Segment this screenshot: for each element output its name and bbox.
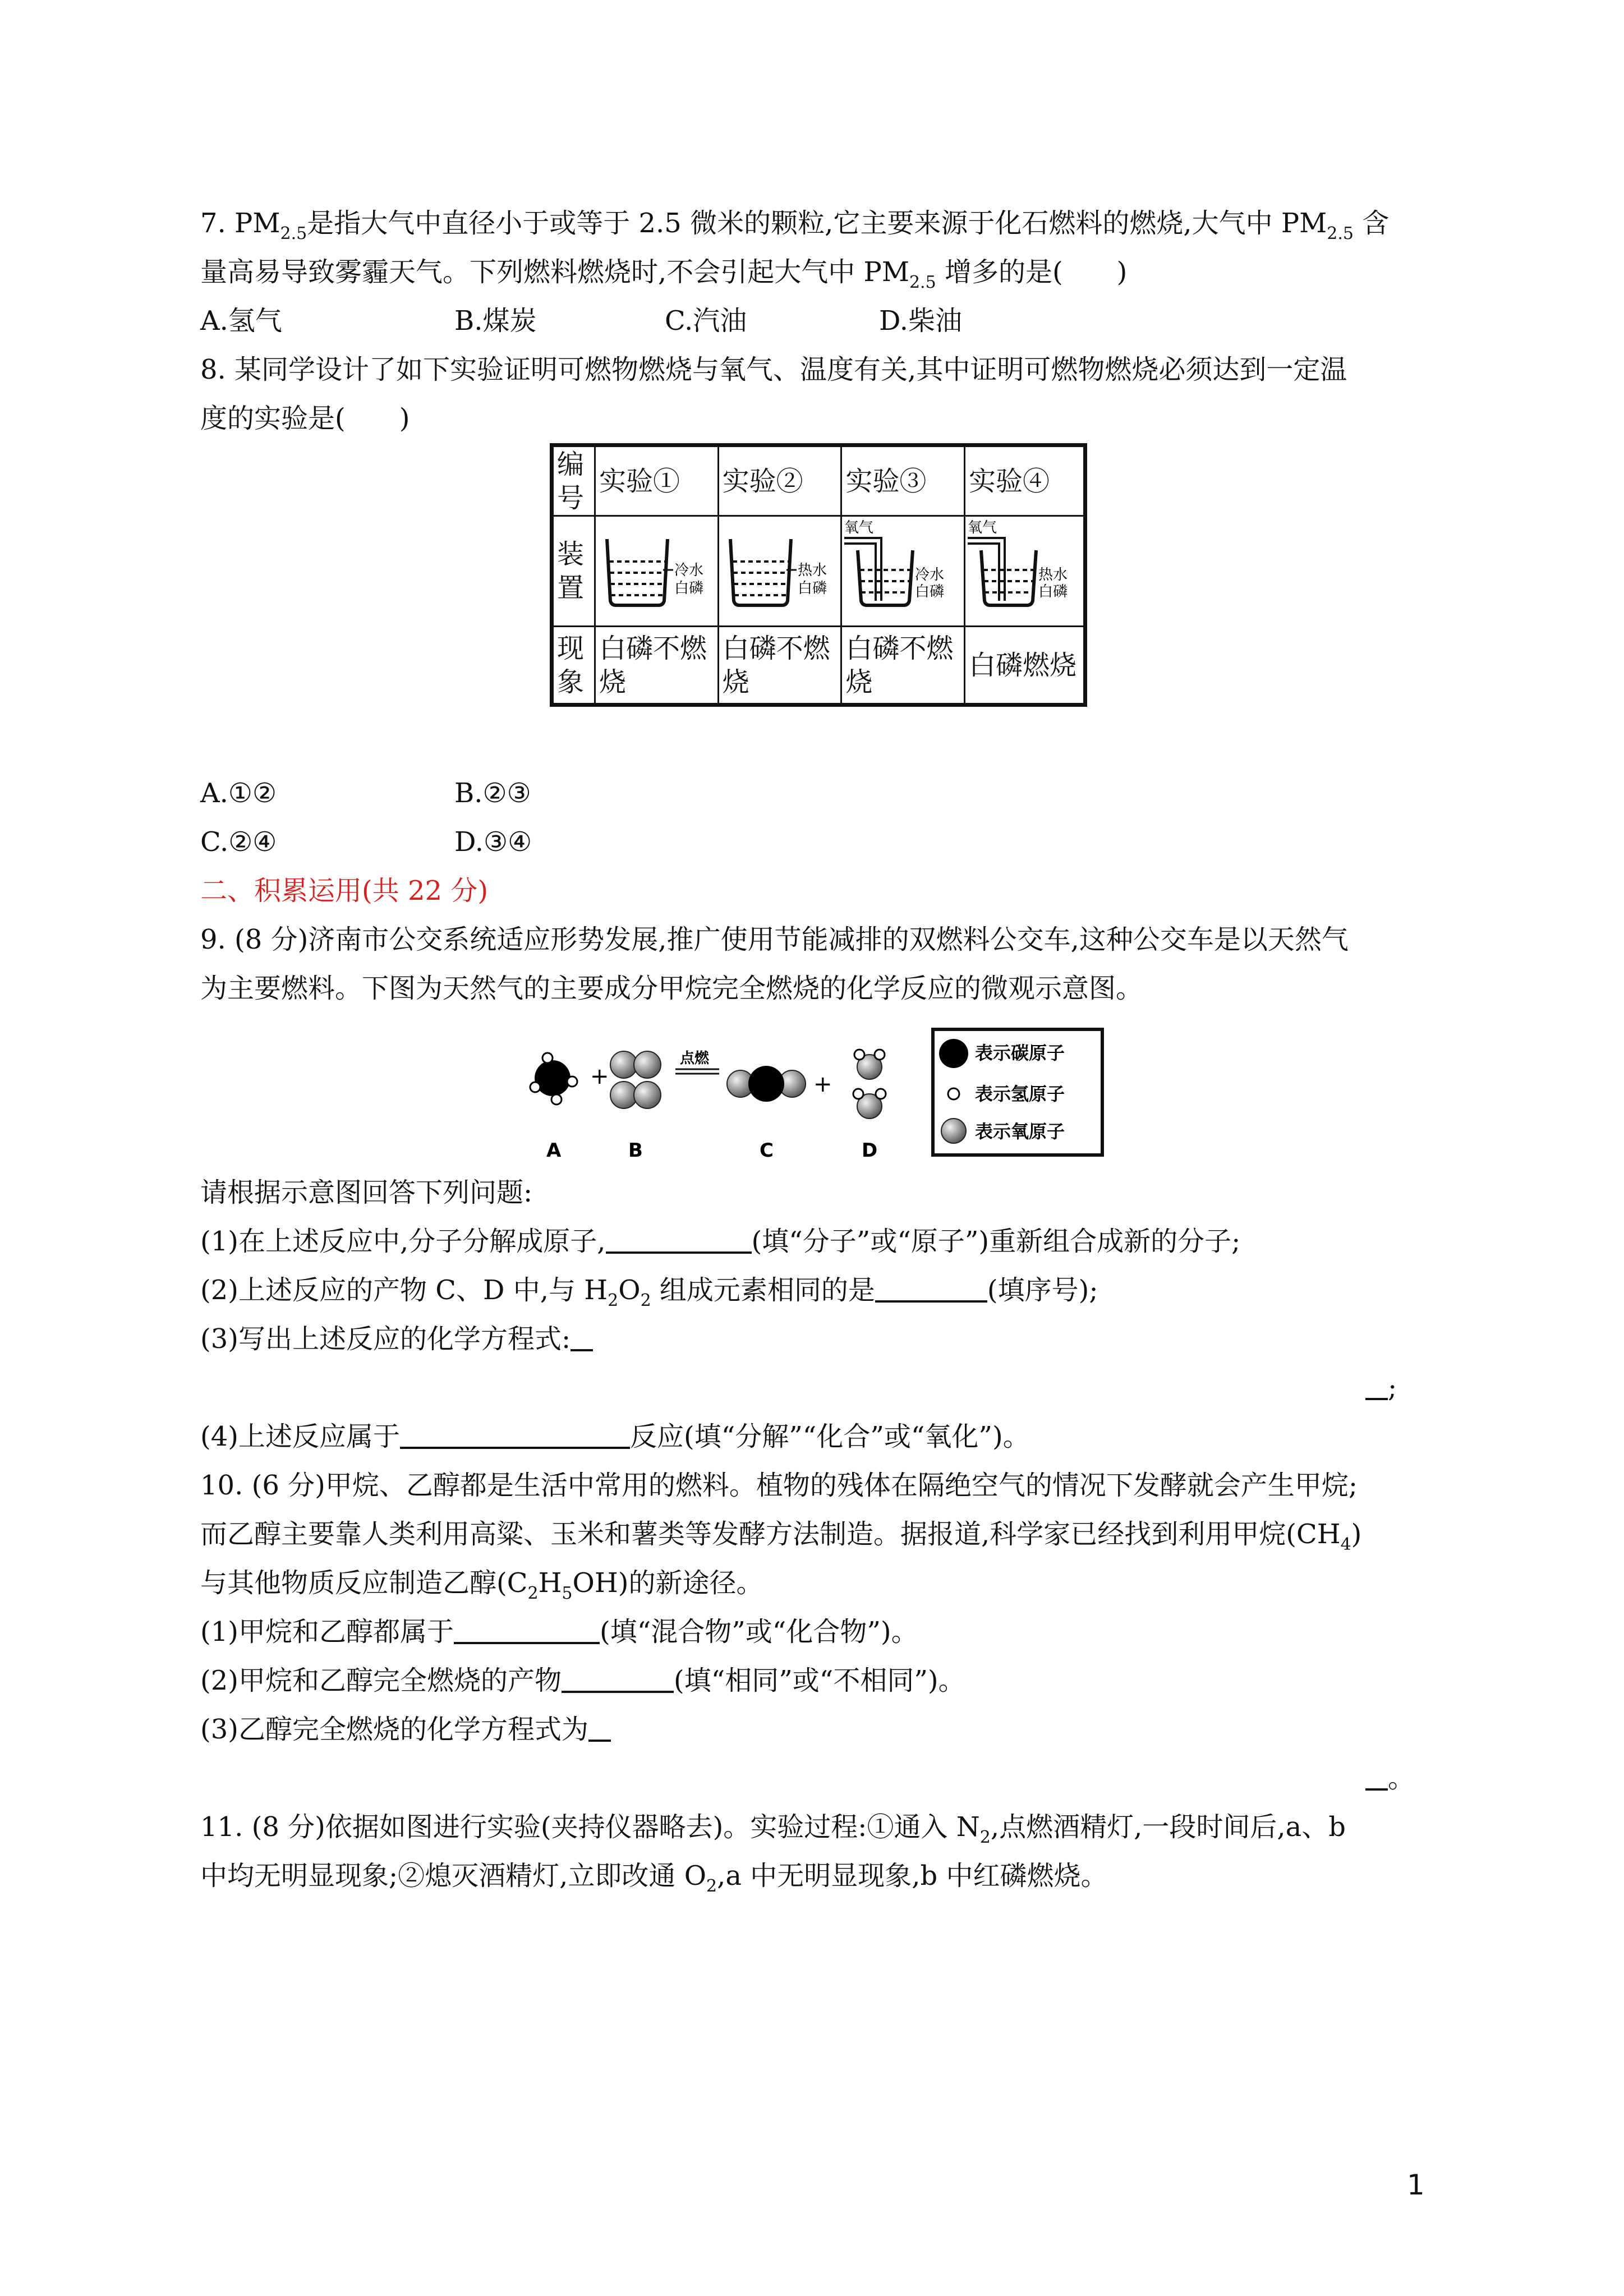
q7-option-a: A.氢气	[200, 305, 282, 337]
phenom-2: 白磷不燃烧	[718, 627, 841, 705]
q10-blank-1[interactable]	[454, 1616, 600, 1644]
q10-part1: (1)甲烷和乙醇都属于 (填“混合物”或“化合物”)。	[200, 1616, 918, 1648]
q8-option-b: B.②③	[454, 777, 531, 809]
q9-blank-4[interactable]	[400, 1421, 630, 1449]
q9-blank-3a[interactable]	[571, 1323, 593, 1351]
device-label: 装置	[552, 516, 595, 627]
device-1	[595, 516, 719, 627]
phenom-4: 白磷燃烧	[964, 627, 1085, 705]
legend-carbon: 表示碳原子	[975, 1042, 1065, 1064]
q7-option-b: B.煤炭	[454, 305, 537, 337]
oxygen-atom-icon	[941, 1119, 966, 1143]
q9-blank-2[interactable]	[875, 1274, 987, 1303]
plus-sign-2: +	[813, 1071, 832, 1097]
table-col-4: 实验④	[964, 445, 1085, 516]
q9-line1: 9. (8 分)济南市公交系统适应形势发展,推广使用节能减排的双燃料公交车,这种公交车是以天然气	[200, 924, 1349, 955]
svg-text:白磷: 白磷	[797, 580, 827, 597]
q10-line3: 与其他物质反应制造乙醇$(C_2H_5OH)$的新途径。	[200, 1567, 763, 1603]
q10-line2: 而乙醇主要靠人类利用高粱、玉米和薯类等发酵方法制造。据报道,科学家已经找到利用甲烷$(CH_4)$	[200, 1519, 1362, 1554]
q9-line2: 为主要燃料。下图为天然气的主要成分甲烷完全燃烧的化学反应的微观示意图。	[200, 973, 1143, 1004]
device-4	[964, 516, 1085, 627]
q8-line2: 度的实验是( )	[200, 403, 410, 434]
q10-blank-2[interactable]	[562, 1665, 674, 1693]
phenom-1: 白磷不燃烧	[595, 627, 719, 705]
label-d: D	[862, 1139, 878, 1162]
q9-blank-1[interactable]	[606, 1226, 752, 1254]
device-3	[841, 516, 965, 627]
svg-text:白磷: 白磷	[915, 583, 945, 600]
q9-blank-3b[interactable]	[1365, 1372, 1388, 1400]
hydrogen-atom-icon	[948, 1088, 959, 1099]
label-a: A	[546, 1139, 562, 1162]
experiment-table	[550, 443, 1087, 707]
svg-text:热水: 热水	[1038, 567, 1068, 583]
svg-text:白磷: 白磷	[1038, 583, 1068, 600]
legend-oxygen: 表示氧原子	[975, 1121, 1065, 1142]
plus-sign: +	[590, 1064, 609, 1089]
q8-option-a: A.①②	[200, 777, 277, 809]
molecule-a	[530, 1053, 577, 1105]
table-header-label: 编号	[552, 445, 595, 516]
q7-line2: 量高易导致雾霾天气。下列燃料燃烧时,不会引起大气中 $PM_{2.5}$ 增多的是( )	[200, 256, 1128, 292]
q7-line1: 7. $PM_{2.5}$是指大气中直径小于或等于 2.5 微米的颗粒,它主要来源于化石燃料的燃烧,大气中 $PM_{2.5}$ 含	[200, 208, 1390, 243]
q10-line1: 10. (6 分)甲烷、乙醇都是生活中常用的燃料。植物的残体在隔绝空气的情况下发酵就会产生甲烷;	[200, 1470, 1358, 1501]
svg-text:冷水: 冷水	[674, 562, 704, 579]
svg-text:氧气: 氧气	[967, 519, 997, 536]
q9-part3: (3)写出上述反应的化学方程式:	[200, 1319, 593, 1359]
atom-legend	[931, 1028, 1104, 1157]
q9-part4: (4)上述反应属于 反应(填“分解”“化合”或“氧化”)。	[200, 1421, 1030, 1452]
legend-hydrogen: 表示氢原子	[975, 1083, 1065, 1105]
section-heading: 二、积累运用(共 22 分)	[200, 875, 489, 907]
q11-line1: 11. (8 分)依据如图进行实验(夹持仪器略去)。实验过程:①通入 $N_2$,点燃酒精灯,一段时间后,a、b	[200, 1811, 1346, 1847]
label-c: C	[760, 1139, 774, 1162]
q10-part3: (3)乙醇完全燃烧的化学方程式为	[200, 1709, 611, 1750]
q8-option-c: C.②④	[200, 826, 277, 858]
condition-label: 点燃	[680, 1050, 710, 1067]
q10-blank-3a[interactable]	[588, 1714, 611, 1742]
molecule-c	[727, 1066, 806, 1102]
q8-line1: 8. 某同学设计了如下实验证明可燃物燃烧与氧气、温度有关,其中证明可燃物燃烧必须达到一定温	[200, 354, 1347, 385]
reaction-diagram	[527, 1032, 931, 1167]
table-col-2: 实验②	[718, 445, 841, 516]
q10-blank-3b[interactable]	[1365, 1763, 1388, 1791]
q7-option-c: C.汽油	[665, 305, 747, 337]
q9-part3-end: ;	[1365, 1368, 1397, 1408]
q9-part1: (1)在上述反应中,分子分解成原子, (填“分子”或“原子”)重新组合成新的分子;	[200, 1226, 1241, 1257]
carbon-atom-icon	[939, 1039, 968, 1068]
q10-part2: (2)甲烷和乙醇完全燃烧的产物 (填“相同”或“不相同”)。	[200, 1665, 965, 1696]
q10-part3-end: 。	[1365, 1758, 1415, 1798]
table-col-3: 实验③	[841, 445, 965, 516]
device-2	[718, 516, 841, 627]
q9-part2: (2)上述反应的产物 C、D 中,与 $H_2O_2$ 组成元素相同的是 (填序号);	[200, 1274, 1098, 1310]
page-number: 1	[1407, 2169, 1425, 2201]
molecule-d	[853, 1050, 886, 1119]
q7-option-d: D.柴油	[879, 305, 963, 337]
label-b: B	[628, 1139, 643, 1162]
table-col-1: 实验①	[595, 445, 719, 516]
phenom-3: 白磷不燃烧	[841, 627, 965, 705]
q8-option-d: D.③④	[454, 826, 532, 858]
molecule-b	[610, 1051, 661, 1108]
svg-text:冷水: 冷水	[915, 567, 945, 583]
svg-text:氧气: 氧气	[844, 519, 874, 536]
svg-text:热水: 热水	[797, 562, 827, 579]
q9-prompt: 请根据示意图回答下列问题:	[200, 1177, 533, 1208]
q11-line2: 中均无明显现象;②熄灭酒精灯,立即改通 $O_2,a$ 中无明显现象,b 中红磷燃烧。	[200, 1860, 1108, 1896]
phenom-label: 现象	[552, 627, 595, 705]
svg-text:白磷: 白磷	[674, 580, 704, 597]
